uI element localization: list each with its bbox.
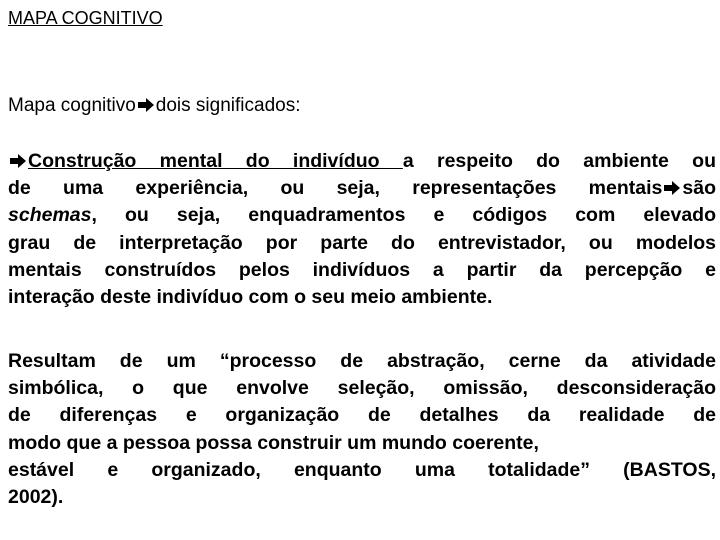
paragraph-1-line-4: grau de interpretação por parte do entrevistador, ou modelos [8,231,716,254]
italic-term: schemas [8,204,92,227]
underlined-phrase: Construção mental do indivíduo [28,150,403,172]
paragraph-2-line-6: 2002). [8,486,64,509]
line-text: de uma experiência, ou seja, representações mentais [8,177,663,200]
line-text: a respeito do ambiente ou [402,150,716,172]
right-arrow-icon [137,97,155,113]
paragraph-2-line-4: modo que a pessoa possa construir um mundo coerente, [8,431,539,454]
intro-line [8,94,301,118]
paragraph-2-line-5: estável e organizado, enquanto uma totalidade” (BASTOS, [8,458,716,481]
paragraph-1-line-3 [8,202,716,229]
paragraph-2-line-3: de diferenças e organização de detalhes da realidade de [8,404,716,427]
paragraph-1-line-1 [8,148,716,175]
right-arrow-icon [663,180,681,196]
intro-text-part2: dois significados: [155,95,301,116]
paragraph-1-line-5: mentais construídos pelos indivíduos a partir da percepção e [8,258,716,281]
paragraph-1-line-6: interação deste indivíduo com o seu meio ambiente. [8,286,493,309]
line-text: , ou seja, enquadramentos e códigos com elevado [91,204,716,227]
line-text: são [682,177,716,200]
paragraph-1-line-2 [8,175,716,202]
right-arrow-icon [9,153,27,169]
intro-text-part1: Mapa cognitivo [8,95,136,116]
paragraph-2-line-2: simbólica, o que envolve seleção, omissão, desconsideração [8,377,716,400]
paragraph-2 [8,348,716,511]
page-title: MAPA COGNITIVO [8,8,163,28]
paragraph-1 [8,148,716,311]
paragraph-2-line-1: Resultam de um “processo de abstração, cerne da atividade [8,350,716,372]
